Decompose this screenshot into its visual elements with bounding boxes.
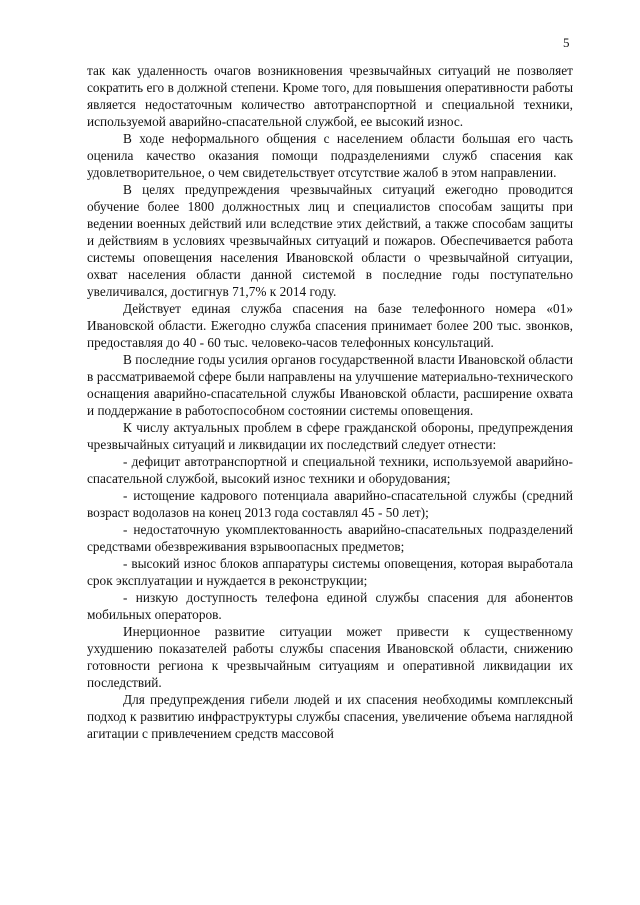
paragraph-problems-intro: К числу актуальных проблем в сфере гражданской обороны, предупреждения чрезвычайных ситуаций и ликвидации их последствий следует отнести: <box>87 420 573 452</box>
document-body <box>87 62 573 742</box>
paragraph-prevention-approach: Для предупреждения гибели людей и их спасения необходимы комплексный подход к развитию инфраструктуры службы спасения, увеличение объема наглядной агитации с привлечением средств массовой <box>87 692 573 741</box>
list-item-insufficient-equipment: - недостаточную укомплектованность аварийно-спасательных подразделений средствами обезвреживания взрывоопасных предметов; <box>87 522 573 554</box>
paragraph-emergency-service-01: Действует единая служба спасения на базе телефонного номера «01» Ивановской области. Ежегодно служба спасения принимает более 200 тыс. звонков, предоставляя до 40 - 60 тыс. человеко-часов телефонных консультаций. <box>87 301 573 350</box>
paragraph-public-feedback: В ходе неформального общения с населением области большая его часть оценила качество оказания помощи подразделениями служб спасения как удовлетворительное, о чем свидетельствует отсутствие жалоб в этом направлении. <box>87 131 573 180</box>
list-item-warning-system-wear: - высокий износ блоков аппаратуры системы оповещения, которая выработала срок эксплуатации и нуждается в реконструкции; <box>87 556 573 588</box>
paragraph-training-warning-system: В целях предупреждения чрезвычайных ситуаций ежегодно проводится обучение более 1800 должностных лиц и специалистов способам защиты при ведении военных действий или вследствие этих действий, а также способам защиты и действиям в условиях чрезвычайных ситуаций и пожаров. Обеспечивается работа системы оповещения населения Ивановской области о чрезвычайной ситуации, охват населения области данной системой в последние годы поступательно увеличивался, достигнув 71,7% к 2014 году. <box>87 182 573 299</box>
list-item-phone-accessibility: - низкую доступность телефона единой службы спасения для абонентов мобильных операторов. <box>87 590 573 622</box>
list-item-vehicle-deficit: - дефицит автотранспортной и специальной техники, используемой аварийно-спасательной службой, высокий износ техники и оборудования; <box>87 454 573 486</box>
list-item-staff-depletion: - истощение кадрового потенциала аварийно-спасательной службы (средний возраст водолазов на конец 2013 года составлял 45 - 50 лет); <box>87 488 573 520</box>
paragraph-inertial-development: Инерционное развитие ситуации может привести к существенному ухудшению показателей работы службы спасения Ивановской области, снижению готовности региона к чрезвычайным ситуациям и оперативной ликвидации их последствий. <box>87 624 573 690</box>
paragraph-continuation: так как удаленность очагов возникновения чрезвычайных ситуаций не позволяет сократить его в должной степени. Кроме того, для повышения оперативности работы является недостаточным количество автотранспортной и специальной техники, используемой аварийно-спасательной службой, ее высокий износ. <box>87 63 573 129</box>
page-number: 5 <box>563 35 570 50</box>
paragraph-government-efforts: В последние годы усилия органов государственной власти Ивановской области в рассматриваемой сфере были направлены на улучшение материально-технического оснащения аварийно-спасательной службы Ивановской области, расширение охвата и поддержание в работоспособном состоянии системы оповещения. <box>87 352 573 418</box>
